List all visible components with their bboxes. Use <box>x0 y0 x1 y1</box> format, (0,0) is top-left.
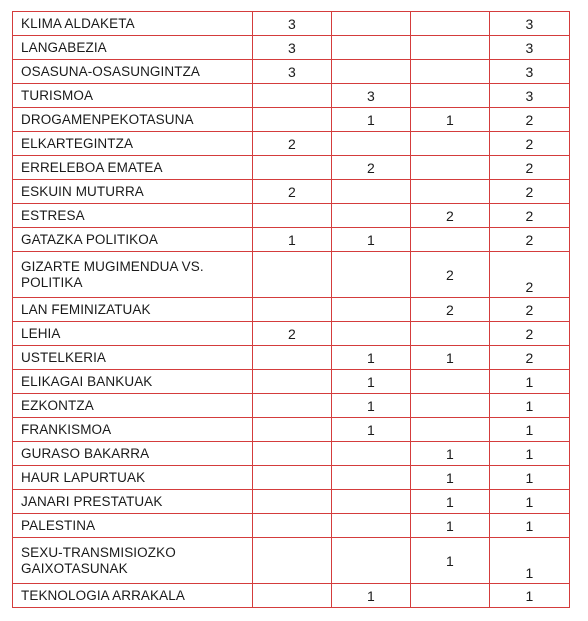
topic-label: HAUR LAPURTUAK <box>13 466 253 490</box>
column-a-value <box>253 370 332 394</box>
column-c-value <box>411 36 490 60</box>
topic-label-line-2: GAIXOTASUNAK <box>21 560 128 576</box>
column-c-value: 2 <box>411 204 490 228</box>
column-c-value <box>411 60 490 84</box>
column-a-value <box>253 252 332 298</box>
column-c-value <box>411 132 490 156</box>
topic-label: LANGABEZIA <box>13 36 253 60</box>
column-a-value <box>253 394 332 418</box>
column-a-value <box>253 298 332 322</box>
topic-label: ERRELEBOA EMATEA <box>13 156 253 180</box>
column-a-value <box>253 108 332 132</box>
topic-label: OSASUNA-OSASUNGINTZA <box>13 60 253 84</box>
column-a-value: 2 <box>253 132 332 156</box>
column-a-value <box>253 204 332 228</box>
table-row <box>13 84 570 108</box>
column-b-value <box>332 60 411 84</box>
table-row <box>13 322 570 346</box>
topics-table-container <box>12 11 570 608</box>
column-b-value: 2 <box>332 156 411 180</box>
table-row <box>13 514 570 538</box>
table-row <box>13 156 570 180</box>
table-row <box>13 204 570 228</box>
column-b-value <box>332 132 411 156</box>
total-value: 2 <box>490 156 570 180</box>
column-a-value <box>253 466 332 490</box>
column-b-value <box>332 252 411 298</box>
total-value: 2 <box>490 346 570 370</box>
topics-table-body <box>13 12 570 608</box>
total-value: 1 <box>490 514 570 538</box>
column-b-value <box>332 466 411 490</box>
column-b-value <box>332 322 411 346</box>
total-value: 1 <box>490 394 570 418</box>
column-b-value: 1 <box>332 394 411 418</box>
column-b-value: 1 <box>332 228 411 252</box>
topic-label-line-2: POLITIKA <box>21 274 83 290</box>
total-value: 2 <box>490 322 570 346</box>
topic-label: TEKNOLOGIA ARRAKALA <box>13 584 253 608</box>
topic-label: PALESTINA <box>13 514 253 538</box>
column-a-value: 3 <box>253 36 332 60</box>
column-c-value <box>411 156 490 180</box>
table-row <box>13 346 570 370</box>
topic-label <box>13 252 253 298</box>
column-a-value: 1 <box>253 228 332 252</box>
column-c-value <box>411 322 490 346</box>
topic-label: LEHIA <box>13 322 253 346</box>
column-b-value <box>332 538 411 584</box>
column-a-value <box>253 442 332 466</box>
topic-label: GURASO BAKARRA <box>13 442 253 466</box>
topic-label-line-1: GIZARTE MUGIMENDUA VS. <box>21 258 204 274</box>
total-value: 2 <box>490 108 570 132</box>
column-c-value <box>411 84 490 108</box>
total-value: 2 <box>490 132 570 156</box>
topic-label: ESKUIN MUTURRA <box>13 180 253 204</box>
table-row <box>13 298 570 322</box>
table-row <box>13 108 570 132</box>
topic-label: ELIKAGAI BANKUAK <box>13 370 253 394</box>
column-c-value <box>411 394 490 418</box>
column-b-value: 1 <box>332 418 411 442</box>
column-b-value <box>332 298 411 322</box>
topic-label: ELKARTEGINTZA <box>13 132 253 156</box>
total-value: 2 <box>490 228 570 252</box>
column-c-value: 1 <box>411 490 490 514</box>
table-row <box>13 442 570 466</box>
table-row <box>13 180 570 204</box>
table-row <box>13 538 570 584</box>
column-b-value <box>332 12 411 36</box>
total-value: 2 <box>490 298 570 322</box>
table-row <box>13 252 570 298</box>
column-c-value: 2 <box>411 252 490 298</box>
total-value: 3 <box>490 60 570 84</box>
total-value: 1 <box>490 418 570 442</box>
column-b-value: 1 <box>332 108 411 132</box>
column-b-value <box>332 514 411 538</box>
column-a-value: 2 <box>253 322 332 346</box>
table-row <box>13 132 570 156</box>
total-value: 1 <box>490 442 570 466</box>
column-a-value <box>253 584 332 608</box>
column-b-value: 1 <box>332 584 411 608</box>
table-row <box>13 12 570 36</box>
topic-label <box>13 538 253 584</box>
column-b-value <box>332 442 411 466</box>
total-value: 2 <box>490 252 570 298</box>
topic-label: KLIMA ALDAKETA <box>13 12 253 36</box>
topic-label: GATAZKA POLITIKOA <box>13 228 253 252</box>
column-c-value: 2 <box>411 298 490 322</box>
topic-label: EZKONTZA <box>13 394 253 418</box>
column-a-value: 3 <box>253 12 332 36</box>
topic-label: DROGAMENPEKOTASUNA <box>13 108 253 132</box>
column-c-value: 1 <box>411 346 490 370</box>
table-row <box>13 466 570 490</box>
table-row <box>13 490 570 514</box>
total-value: 2 <box>490 204 570 228</box>
total-value: 2 <box>490 180 570 204</box>
column-c-value: 1 <box>411 538 490 584</box>
column-c-value <box>411 228 490 252</box>
column-c-value: 1 <box>411 514 490 538</box>
total-value: 1 <box>490 584 570 608</box>
table-row <box>13 228 570 252</box>
column-c-value <box>411 370 490 394</box>
column-b-value <box>332 36 411 60</box>
total-value: 1 <box>490 538 570 584</box>
total-value: 1 <box>490 466 570 490</box>
column-b-value: 3 <box>332 84 411 108</box>
column-c-value: 1 <box>411 108 490 132</box>
table-row <box>13 394 570 418</box>
column-b-value <box>332 204 411 228</box>
column-c-value: 1 <box>411 466 490 490</box>
column-a-value <box>253 346 332 370</box>
column-c-value <box>411 12 490 36</box>
topic-label-line-1: SEXU-TRANSMISIOZKO <box>21 544 176 560</box>
column-b-value: 1 <box>332 346 411 370</box>
topics-table <box>12 11 570 608</box>
table-row <box>13 584 570 608</box>
topic-label: JANARI PRESTATUAK <box>13 490 253 514</box>
total-value: 1 <box>490 370 570 394</box>
table-row <box>13 418 570 442</box>
column-c-value: 1 <box>411 442 490 466</box>
column-a-value <box>253 538 332 584</box>
table-row <box>13 370 570 394</box>
column-a-value <box>253 490 332 514</box>
column-b-value <box>332 180 411 204</box>
column-c-value <box>411 418 490 442</box>
topic-label: TURISMOA <box>13 84 253 108</box>
total-value: 3 <box>490 36 570 60</box>
column-b-value <box>332 490 411 514</box>
table-row <box>13 36 570 60</box>
column-c-value <box>411 584 490 608</box>
table-row <box>13 60 570 84</box>
topic-label: USTELKERIA <box>13 346 253 370</box>
column-a-value <box>253 514 332 538</box>
column-c-value <box>411 180 490 204</box>
total-value: 3 <box>490 84 570 108</box>
column-a-value <box>253 156 332 180</box>
total-value: 1 <box>490 490 570 514</box>
topic-label: FRANKISMOA <box>13 418 253 442</box>
total-value: 3 <box>490 12 570 36</box>
column-b-value: 1 <box>332 370 411 394</box>
column-a-value: 2 <box>253 180 332 204</box>
column-a-value: 3 <box>253 60 332 84</box>
topic-label: LAN FEMINIZATUAK <box>13 298 253 322</box>
column-a-value <box>253 84 332 108</box>
column-a-value <box>253 418 332 442</box>
topic-label: ESTRESA <box>13 204 253 228</box>
